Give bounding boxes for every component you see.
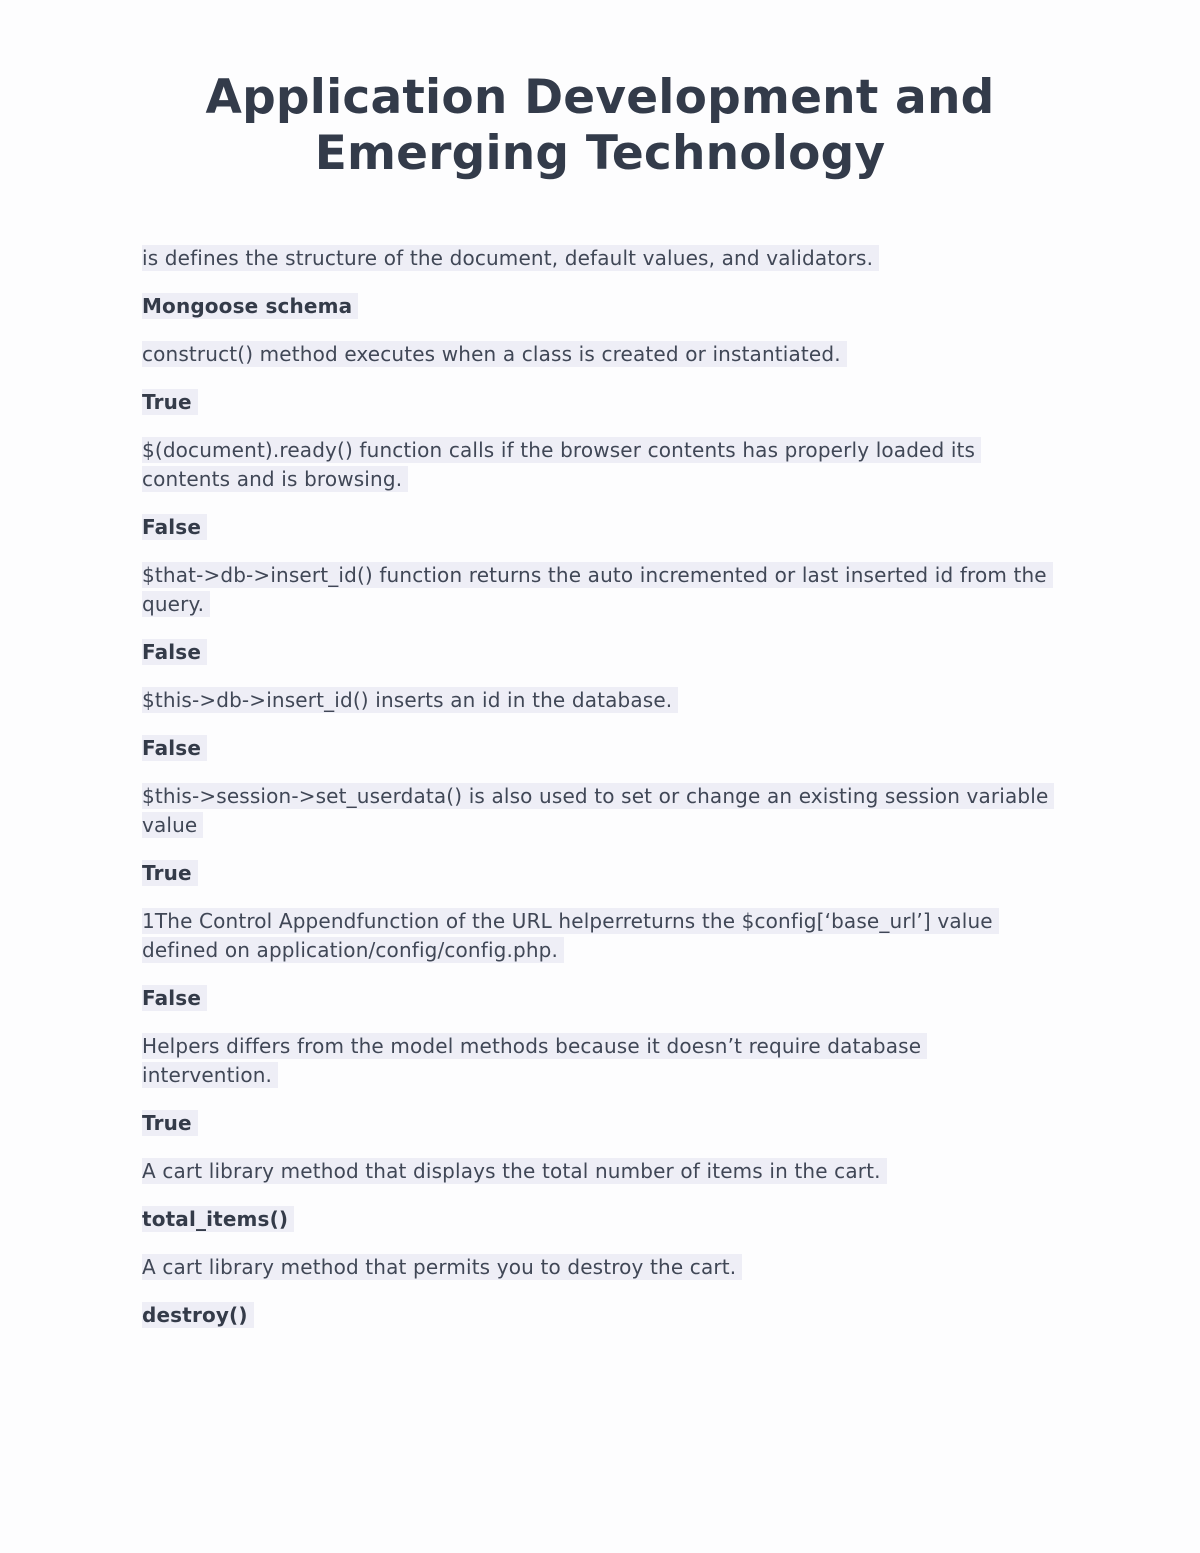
question-text: $(document).ready() function calls if the browser contents has properly loaded its contents and is browsing.	[142, 436, 1058, 494]
question-text: A cart library method that displays the total number of items in the cart.	[142, 1157, 1058, 1186]
answer-text: False	[142, 984, 1058, 1013]
qa-list	[142, 244, 1058, 1330]
answer-text: False	[142, 638, 1058, 667]
document-title	[142, 70, 1058, 182]
question-text: $this->session->set_userdata() is also used to set or change an existing session variable value	[142, 782, 1058, 840]
answer-text: destroy()	[142, 1301, 1058, 1330]
question-text: construct() method executes when a class is created or instantiated.	[142, 340, 1058, 369]
question-text: is defines the structure of the document, default values, and validators.	[142, 244, 1058, 273]
title-line-1: Application Development and	[205, 70, 995, 125]
title-line-2: Emerging Technology	[314, 126, 886, 181]
answer-text: total_items()	[142, 1205, 1058, 1234]
question-text: A cart library method that permits you to destroy the cart.	[142, 1253, 1058, 1282]
question-text: 1The Control Appendfunction of the URL helperreturns the $config[‘base_url’] value defined on application/config/config.php.	[142, 907, 1058, 965]
question-text: $that->db->insert_id() function returns the auto incremented or last inserted id from the query.	[142, 561, 1058, 619]
answer-text: False	[142, 513, 1058, 542]
question-text: Helpers differs from the model methods because it doesn’t require database intervention.	[142, 1032, 1058, 1090]
answer-text: True	[142, 859, 1058, 888]
question-text: $this->db->insert_id() inserts an id in the database.	[142, 686, 1058, 715]
answer-text: True	[142, 1109, 1058, 1138]
answer-text: False	[142, 734, 1058, 763]
answer-text: True	[142, 388, 1058, 417]
answer-text: Mongoose schema	[142, 292, 1058, 321]
